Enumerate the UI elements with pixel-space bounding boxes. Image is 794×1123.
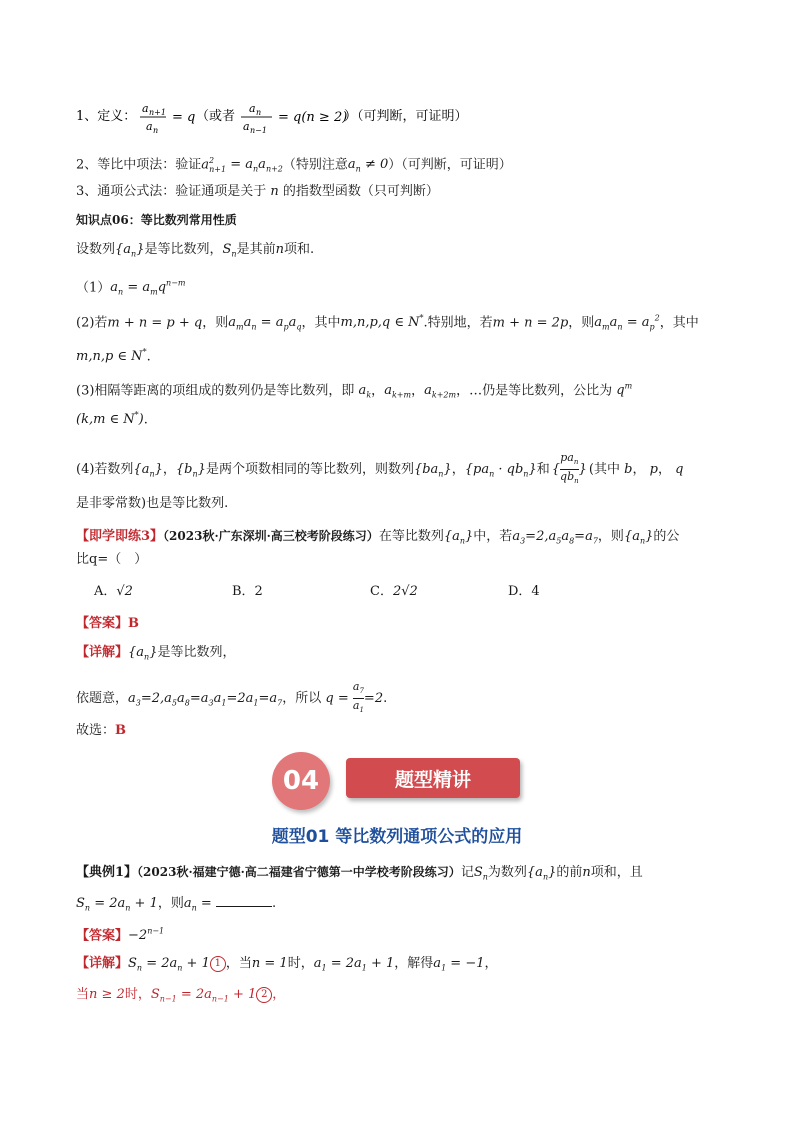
example-text-4	[76, 985, 77, 1005]
line-text-12	[76, 526, 77, 546]
practice-3-question-cont	[76, 550, 738, 570]
property-1: $(1)a_n = a_mq^{n-m}$	[76, 274, 738, 303]
knowledge-point-heading	[76, 210, 738, 230]
option-c[interactable]: C．2√2	[370, 584, 418, 599]
line-text-11: 是非零常数)也是等比数列.	[76, 496, 229, 511]
example-1-question-cont: $S_n = 2a_n + 1$，则$a_n$ = .	[76, 896, 277, 913]
answer-options	[76, 582, 738, 602]
detail-line-1: 【详解】$\{a_n\}$是等比数列，	[76, 645, 236, 662]
line-text-4	[76, 240, 77, 260]
blank-field	[216, 894, 272, 907]
line-geometric-mean: 2、等比中项法：验证$a^2_{n+1} = a_na_{n+2}$（特别注意$a_n \ne 0$）（可判断，可证明）	[76, 151, 738, 180]
line-definition	[76, 102, 738, 134]
practice-3-question: 【即学即练3】（2023秋·广东深圳·高三校考阶段练习）在等比数列$\{a_n\}$中，若$a_3=2,a_5a_8=a_7$，则$\{a_n\}$的公	[76, 526, 738, 552]
section-title: 题型01 等比数列通项公式的应用	[271, 827, 523, 847]
svg-text:n−1: n−1	[250, 126, 267, 134]
definition-formula	[76, 100, 756, 134]
line-text-16	[76, 643, 77, 663]
property-4: (4)若数列$\{a_n\}$，$\{b_n\}$是两个项数相同的等比数列，则数列$\{ba_n\}$，$\{pa_n \cdot qb_n\}$和 { $pa_n$ $qb_n$ } (其中 b， p， q	[76, 451, 684, 486]
svg-text:a: a	[146, 120, 153, 133]
property-4-cont	[76, 494, 738, 514]
example-text-3	[76, 954, 77, 974]
line-text-1	[76, 151, 77, 171]
svg-text:1、定义：: 1、定义：	[76, 109, 137, 124]
svg-text:a: a	[142, 102, 149, 115]
option-a[interactable]: A．√2	[94, 584, 133, 599]
example-text-1	[76, 894, 77, 914]
example-1-detail-2: 当n ≥ 2时，$S_{n-1} = 2a_{n-1} + 1$ 2 ，	[76, 987, 286, 1004]
property-2-cont: m,n,p ∈ N*.	[76, 343, 738, 367]
example-1-answer: 【答案】$-2^{n-1}$	[76, 922, 738, 946]
badge-number: 04	[272, 752, 330, 810]
svg-text:n: n	[256, 108, 262, 117]
line-text-7	[76, 343, 77, 363]
svg-text:n+1: n+1	[149, 108, 166, 117]
line-setup: 设数列$\{a_n\}$是等比数列，$S_n$是其前n项和.	[76, 242, 315, 259]
property-3: (3)相隔等距离的项组成的数列仍是等比数列，即 $a_k$，$a_{k+m}$，$a_{k+2m}$，…仍是等比数列，公比为 $q^m$	[76, 377, 738, 406]
line-text-5	[76, 274, 77, 294]
property-3-cont: (k,m ∈ N*).	[76, 406, 738, 430]
svg-text:a: a	[249, 102, 256, 115]
svg-text:（或者: （或者	[196, 109, 236, 124]
svg-text:= q(n ≥ 2): = q(n ≥ 2)	[278, 110, 348, 125]
line-text-17	[76, 680, 77, 700]
line-text-9	[76, 406, 77, 426]
knowledge-point-text: 知识点06：等比数列常用性质	[76, 213, 237, 227]
example-1-detail-1: 【详解】$S_n = 2a_n + 1$ 1 ，当n = 1时，$a_1 = 2a_1 + 1$，解得$a_1 = -1$，	[76, 956, 498, 973]
example-text-0	[76, 862, 77, 882]
svg-text:）（可判断，可证明）: ）（可判断，可证明）	[344, 109, 468, 124]
option-b[interactable]: B．2	[232, 584, 263, 599]
answer-label	[76, 614, 738, 634]
line-text-15: 【答案】B	[76, 616, 139, 631]
line-text-13: 比q=（ ）	[76, 552, 148, 567]
line-text-18	[76, 721, 77, 741]
example-1-question: 【典例1】（2023秋·福建宁德·高二福建省宁德第一中学校考阶段练习）记$S_n$为数列$\{a_n\}$的前n项和，且	[76, 862, 738, 888]
property-2: (2)若m + n = p + q，则$a_ma_n = a_pa_q$，其中m,n,p,q ∈ N*.特别地，若m + n = 2p，则$a_ma_n = a_p^2$，其中	[76, 309, 738, 338]
badge-label: 题型精讲	[346, 758, 520, 798]
line-text-6	[76, 309, 77, 329]
svg-text:= q: = q	[172, 110, 196, 125]
choose-line: 故选：B	[76, 721, 738, 741]
section-badge	[272, 748, 524, 812]
line-general-term: 3、通项公式法：验证通项是关于 n 的指数型函数（只可判断）	[76, 182, 738, 202]
line-text-14	[76, 582, 77, 602]
option-d[interactable]: D．4	[508, 584, 540, 599]
detail-line-2: 依题意，$a_3=2,a_5a_8=a_3a_1=2a_1=a_7$，所以 q = $\frac{a_7}{a_1}$ =2.	[76, 680, 388, 715]
svg-text:n: n	[153, 126, 159, 134]
svg-text:a: a	[243, 120, 250, 133]
line-text-8	[76, 377, 77, 397]
line-text-2	[76, 182, 77, 202]
example-text-2	[76, 922, 77, 942]
line-text-10	[76, 451, 77, 471]
